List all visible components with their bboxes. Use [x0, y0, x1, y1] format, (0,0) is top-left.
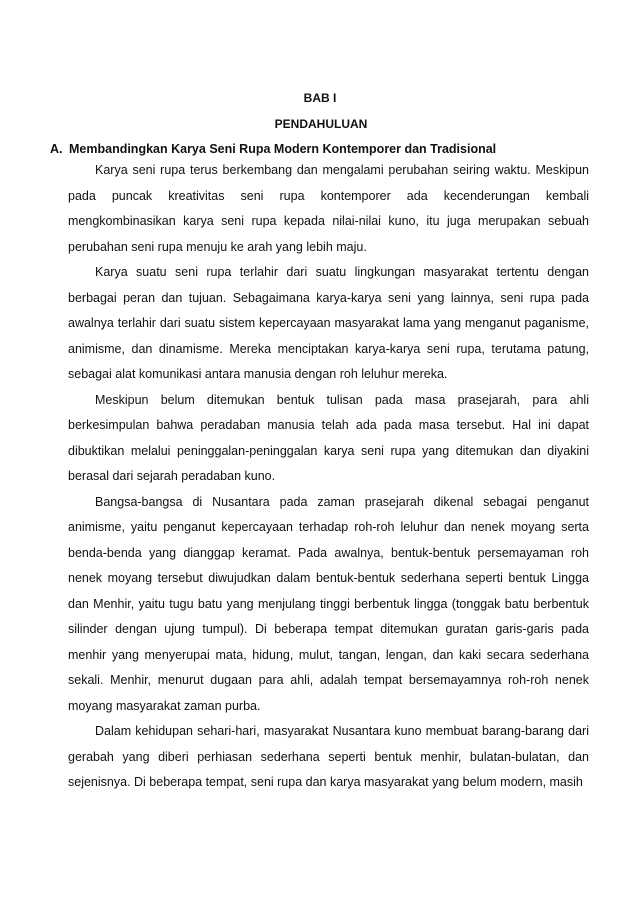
- section-heading: [50, 142, 496, 156]
- chapter-title: PENDAHULUAN: [274, 117, 368, 131]
- paragraph: Meskipun belum ditemukan bentuk tulisan pada masa prasejarah, para ahli berkesimpulan bahwa peradaban manusia telah ada pada masa tersebut. Hal ini dapat dibuktikan melalui peninggalan-peninggalan karya seni rupa yang ditemukan dan diyakini berasal dari sejarah peradaban kuno.: [68, 392, 589, 483]
- body-text: [68, 158, 589, 796]
- section-letter: A.: [50, 142, 63, 156]
- section-title: Membandingkan Karya Seni Rupa Modern Kontemporer dan Tradisional: [69, 142, 497, 156]
- chapter-number: BAB I: [303, 91, 337, 105]
- paragraph: Karya seni rupa terus berkembang dan mengalami perubahan seiring waktu. Meskipun pada puncak kreativitas seni rupa kontemporer ada kecenderungan kembali mengkombinasikan karya seni rupa kepada nilai-nilai kuno, itu juga merupakan sebuah perubahan seni rupa menuju ke arah yang lebih maju.: [68, 163, 589, 254]
- paragraph: Bangsa-bangsa di Nusantara pada zaman prasejarah dikenal sebagai penganut animisme, yaitu penganut kepercayaan terhadap roh-roh leluhur dan nenek moyang serta benda-benda yang dianggap keramat. Pada awalnya, bentuk-bentuk persemayaman roh nenek moyang tersebut diwujudkan dalam bentuk-bentuk sederhana seperti bentuk Lingga dan Menhir, yaitu tugu batu yang menjulang tinggi berbentuk lingga (tonggak batu berbentuk silinder dengan ujung tumpul). Di beberapa tempat ditemukan guratan garis-garis pada menhir yang menyerupai mata, hidung, mulut, tangan, lengan, dan kaki secara sederhana sekali. Menhir, menurut dugaan para ahli, adalah tempat bersemayamnya roh-roh nenek moyang masyarakat zaman purba.: [68, 494, 589, 713]
- paragraph: Karya suatu seni rupa terlahir dari suatu lingkungan masyarakat tertentu dengan berbagai peran dan tujuan. Sebagaimana karya-karya seni yang lainnya, seni rupa pada awalnya terlahir dari suatu sistem kepercayaan masyarakat lama yang menganut paganisme, animisme, dan dinamisme. Mereka menciptakan karya-karya seni rupa, terutama patung, sebagai alat komunikasi antara manusia dengan roh leluhur mereka.: [68, 265, 589, 381]
- paragraph: Dalam kehidupan sehari-hari, masyarakat Nusantara kuno membuat barang-barang dari gerabah yang diberi perhiasan sederhana seperti bentuk menhir, bulatan-bulatan, dan sejenisnya. Di beberapa tempat, seni rupa dan karya masyarakat yang belum modern, masih: [68, 724, 589, 789]
